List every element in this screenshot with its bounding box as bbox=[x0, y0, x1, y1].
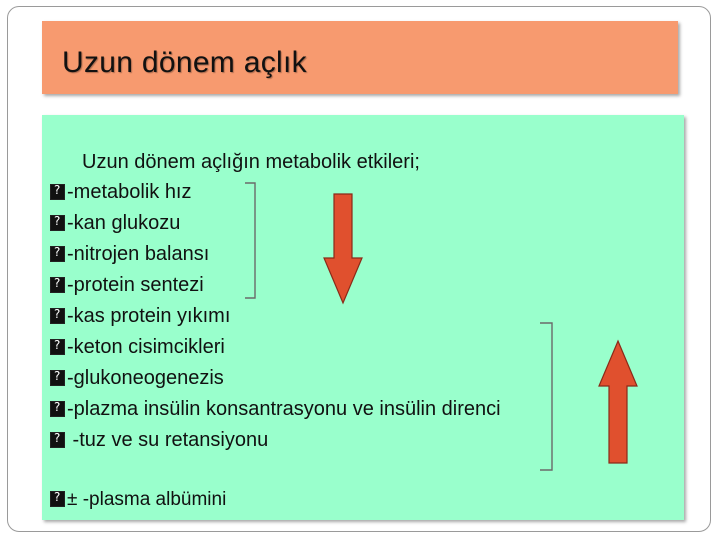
list-item-label: -keton cisimcikleri bbox=[67, 336, 225, 358]
list-item-label: -plazma insülin konsantrasyonu ve insülin direnci bbox=[67, 398, 501, 420]
list-item-label: -kas protein yıkımı bbox=[67, 305, 231, 327]
list-item-label: -protein sentezi bbox=[67, 274, 204, 296]
intro-text: Uzun dönem açlığın metabolik etkileri; bbox=[82, 151, 420, 173]
list-item-label: -glukoneogenezis bbox=[67, 367, 224, 389]
list-item-label: -metabolik hız bbox=[67, 181, 192, 203]
list-item-label: -nitrojen balansı bbox=[67, 243, 210, 265]
list-item-label: -tuz ve su retansiyonu bbox=[67, 429, 269, 451]
red-up-arrow-icon bbox=[599, 341, 637, 463]
bracket-right-group bbox=[540, 323, 552, 470]
red-down-arrow-icon bbox=[324, 194, 362, 303]
list-item-label: -kan glukozu bbox=[67, 212, 181, 234]
bracket-left-group bbox=[245, 183, 255, 298]
page-title: Uzun dönem açlık bbox=[62, 46, 307, 79]
list-item-label: ± -plasma albümini bbox=[67, 489, 227, 510]
